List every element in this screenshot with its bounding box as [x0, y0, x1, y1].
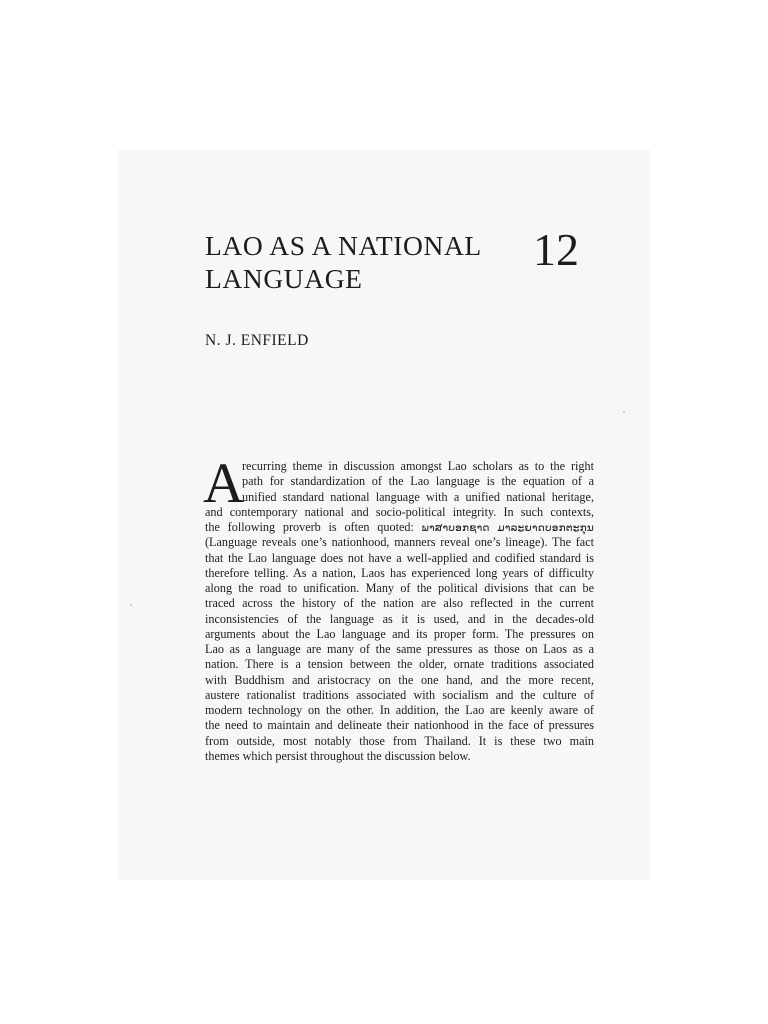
drop-cap: A	[203, 452, 245, 515]
body-line: and contemporary national and socio-political integrity. In such contexts,	[205, 504, 594, 519]
body-line: from outside, most notably those from Thailand. It is these two main	[205, 733, 594, 748]
body-line: Lao as a language are many of the same pressures as those on Laos as a	[205, 642, 594, 656]
chapter-title-line-1: LAO AS A NATIONAL	[205, 230, 482, 261]
body-line: arguments about the Lao language and its proper form. The pressures on	[205, 626, 594, 641]
author-name: N. J. ENFIELD	[205, 332, 309, 349]
scan-speck	[623, 411, 625, 413]
lao-proverb: ພາສາບອກຊາດ ມາລະຍາດບອກຕະກຸນ	[421, 523, 595, 534]
body-line-text: the following proverb is often quoted:	[205, 520, 414, 534]
body-paragraph	[203, 452, 595, 764]
scan-speck	[130, 604, 132, 606]
body-line: recurring theme in discussion amongst Lao scholars as to the right	[242, 459, 594, 473]
body-line: austere rationalist traditions associated with socialism and the culture of	[205, 687, 594, 702]
body-line: (Language reveals one’s nationhood, manners reveal one’s lineage). The fact	[205, 535, 594, 550]
body-line: inconsistencies of the language as it is used, and in the decades-old	[205, 611, 594, 626]
chapter-number: 12	[533, 224, 579, 275]
chapter-title	[205, 229, 525, 295]
body-line: with Buddhism and aristocracy on the one hand, and the more recent,	[205, 672, 594, 687]
body-line-with-proverb	[205, 520, 594, 535]
chapter-title-line-2: LANGUAGE	[205, 263, 363, 294]
body-line: modern technology on the other. In addition, the Lao are keenly aware of	[205, 703, 594, 717]
body-line: unified standard national language with a unified national heritage,	[242, 489, 594, 504]
body-line: traced across the history of the nation are also reflected in the current	[205, 596, 594, 611]
body-line: nation. There is a tension between the older, ornate traditions associated	[205, 657, 594, 672]
body-line: themes which persist throughout the discussion below.	[205, 748, 471, 763]
body-line: that the Lao language does not have a well-applied and codified standard is	[205, 550, 594, 565]
body-line: therefore telling. As a nation, Laos has experienced long years of difficulty	[205, 565, 594, 580]
body-line: along the road to unification. Many of the political divisions that can be	[205, 581, 594, 595]
body-line: path for standardization of the Lao language is the equation of a	[242, 474, 594, 489]
body-line: the need to maintain and delineate their nationhood in the face of pressures	[205, 718, 594, 733]
